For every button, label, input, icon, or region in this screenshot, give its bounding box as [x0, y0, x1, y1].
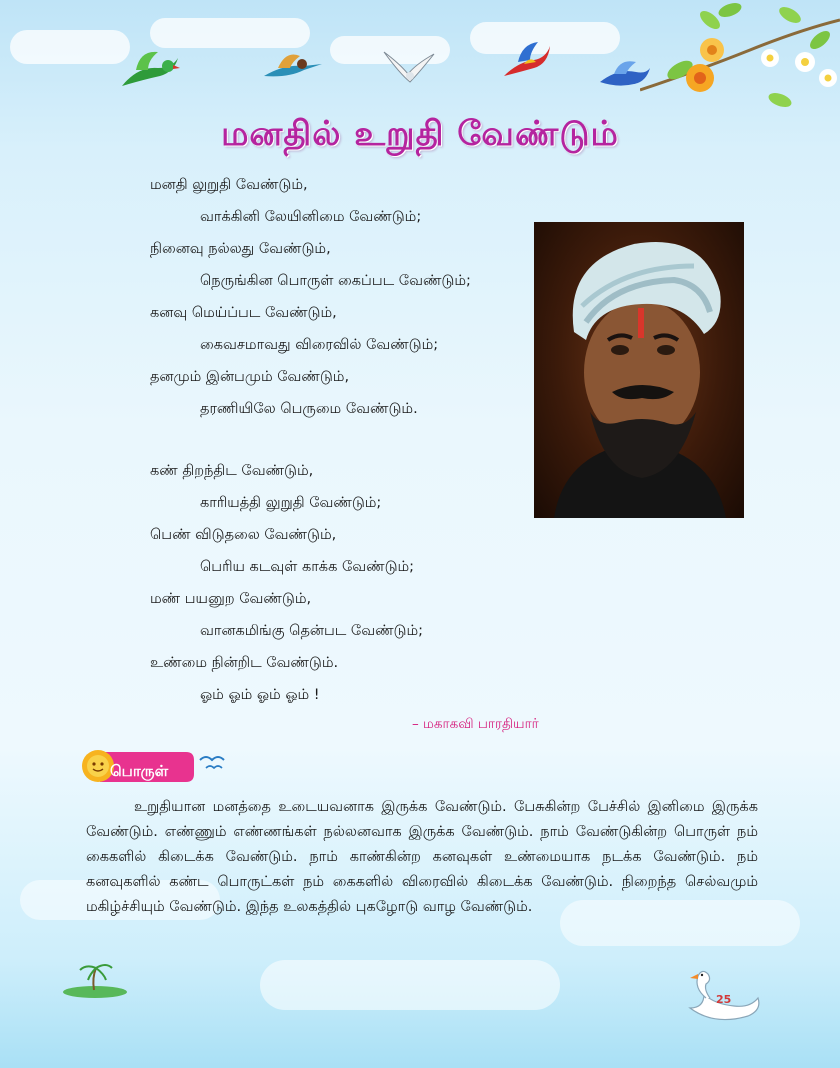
poem-line: தனமும் இன்பமும் வேண்டும், [150, 369, 350, 385]
bird-doodle-icon [200, 757, 224, 760]
seagull-bird-icon [380, 44, 438, 92]
page-number: 25 [716, 993, 732, 1006]
page-title: மனதில் உறுதி வேண்டும் [221, 114, 619, 154]
poem-line: பெரிய கடவுள் காக்க வேண்டும்; [200, 559, 415, 575]
poem-line: மனதி லுறுதி வேண்டும், [150, 177, 308, 193]
parrot-bird-icon [118, 46, 182, 94]
poem-line: ஓம் ஓம் ஓம் ஓம் ! [200, 687, 320, 703]
author-credit: – மகாகவி பாரதியார் [412, 716, 539, 732]
poem-line: கனவு மெய்ப்பட வேண்டும், [150, 305, 337, 321]
kingfisher-bird-icon [258, 46, 324, 86]
poem-stanza-1 [150, 174, 530, 430]
macaw-bird-icon [500, 40, 552, 82]
meaning-heading: பொருள் [110, 762, 169, 780]
poem-line: உண்மை நின்றிட வேண்டும். [150, 655, 339, 671]
island-icon [60, 960, 130, 1000]
poem-line: மண் பயனுற வேண்டும், [150, 591, 312, 607]
meaning-paragraph: உறுதியான மனத்தை உடையவனாக இருக்க வேண்டும். பேசுகின்ற பேச்சில் இனிமை இருக்க வேண்டும். எண்ணும் எண்ணங்கள் நல்லனவாக இருக்க வேண்டும். நாம் வேண்டுகின்ற பொருள் நம் கைகளில் கிடைக்க வேண்டும். நாம் காண்கின்ற கனவுகள் உண்மையாக நடக்க வேண்டும். நம் கனவுகளில் கண்ட பொருட்கள் நம் கைகளில் விரைவில் கிடைக்க வேண்டும். நிறைந்த செல்வமும் மகிழ்ச்சியும் வேண்டும். இந்த உலகத்தில் புகழோடு வாழ வேண்டும். [86, 799, 758, 915]
poem-line: வாக்கினி லேயினிமை வேண்டும்; [200, 209, 422, 225]
poet-portrait [534, 222, 744, 518]
poem-line: கைவசமாவது விரைவில் வேண்டும்; [200, 337, 439, 353]
poem-line: நினைவு நல்லது வேண்டும், [150, 241, 331, 257]
poem [150, 174, 530, 716]
poem-line: காரியத்தி லுறுதி வேண்டும்; [200, 495, 382, 511]
poet-portrait-illustration [534, 222, 744, 518]
poem-line: பெண் விடுதலை வேண்டும், [150, 527, 337, 543]
flower-branch-icon [640, 0, 840, 125]
poem-line: கண் திறந்திட வேண்டும், [150, 463, 314, 479]
stanza-gap [150, 430, 530, 460]
poem-line: நெருங்கின பொருள் கைப்பட வேண்டும்; [200, 273, 471, 289]
poem-stanza-2 [150, 460, 530, 716]
poem-line: வானகமிங்கு தென்பட வேண்டும்; [200, 623, 424, 639]
poem-line: தரணியிலே பெருமை வேண்டும். [200, 401, 418, 417]
